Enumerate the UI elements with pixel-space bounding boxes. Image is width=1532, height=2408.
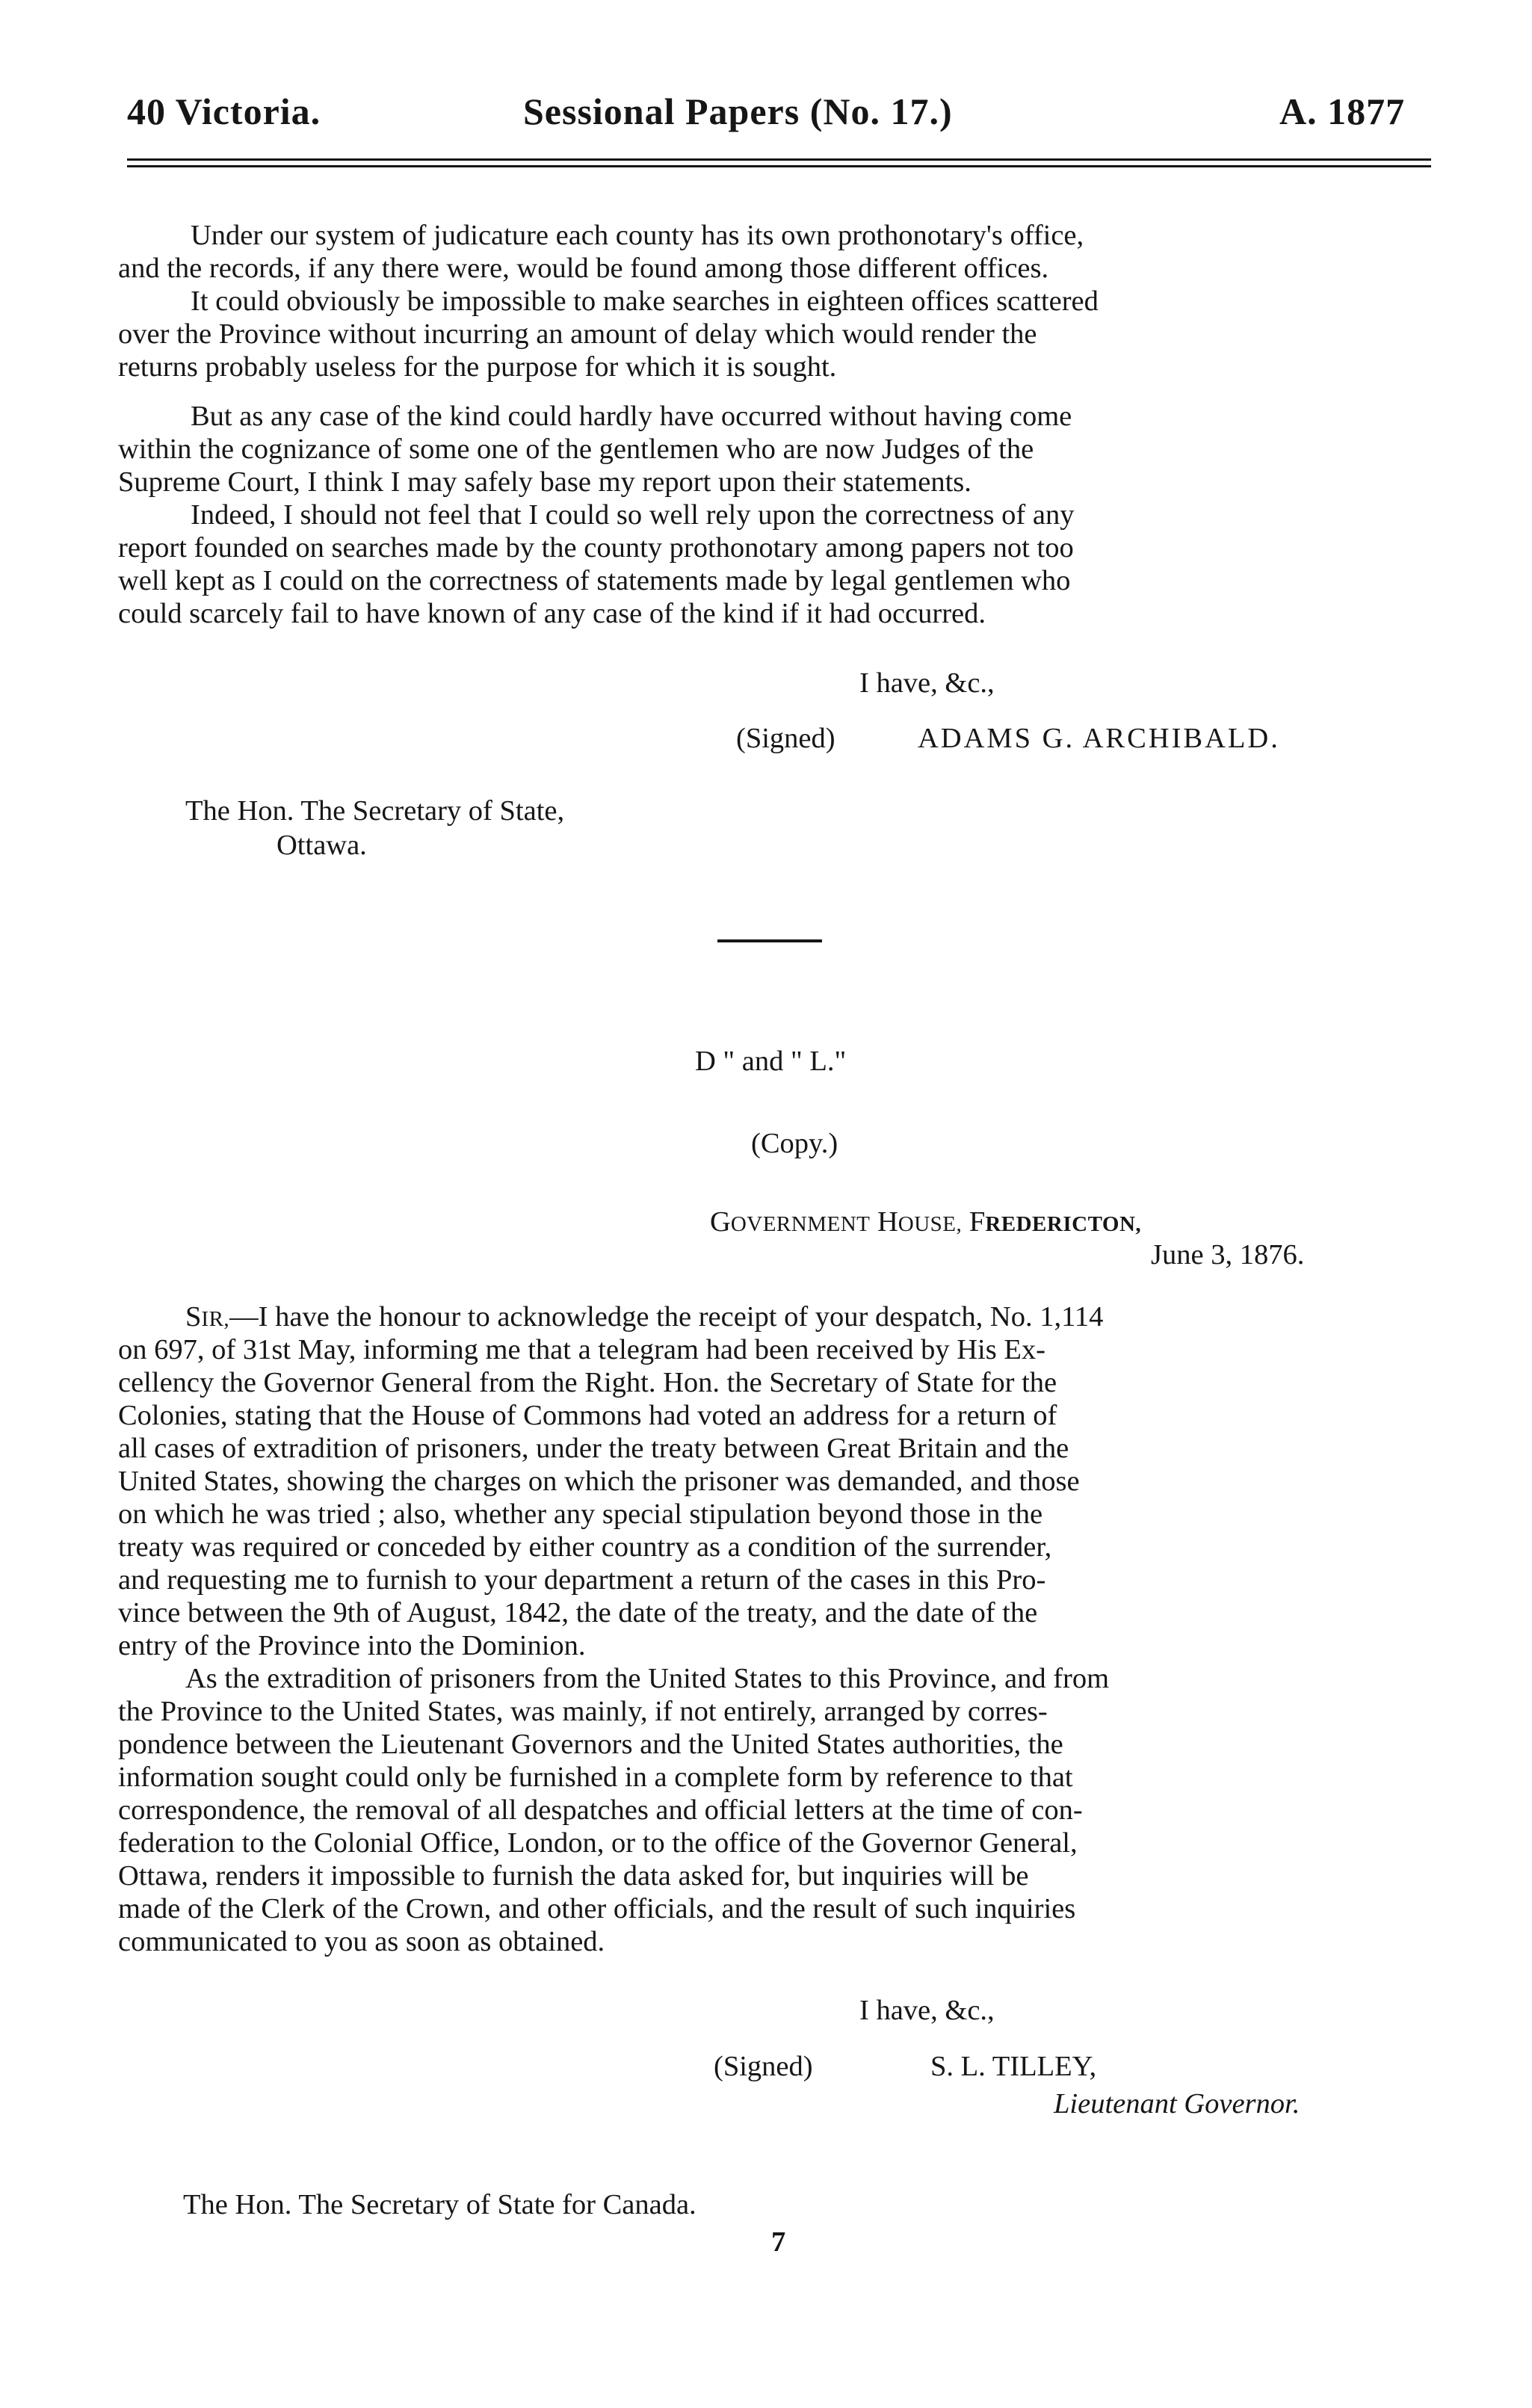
letter2-signed-label: (Signed): [714, 2051, 813, 2082]
letter2-line: treaty was required or conceded by either country as a condition of the surrender,: [118, 1531, 1052, 1563]
letter1-line: Supreme Court, I think I may safely base my report upon their statements.: [118, 466, 972, 498]
letter1-signer: ADAMS G. ARCHIBALD.: [918, 723, 1280, 754]
letter1-closing: I have, &c.,: [859, 667, 995, 699]
letter2-copy: (Copy.): [751, 1128, 838, 1159]
letter2-line: information sought could only be furnished in a complete form by reference to that: [118, 1762, 1073, 1793]
letter2-salutation-line: [185, 1300, 1103, 1333]
letter2-line: the Province to the United States, was mainly, if not entirely, arranged by corres-: [118, 1696, 1048, 1727]
letter2-place: [710, 1205, 1141, 1238]
letter2-date: June 3, 1876.: [1151, 1239, 1305, 1271]
letter1-line: Indeed, I should not feel that I could so well rely upon the correctness of any: [191, 499, 1075, 531]
letter2-line: pondence between the Lieutenant Governors and the United States authorities, the: [118, 1729, 1063, 1760]
place-rest-3: REDERICTON,: [985, 1212, 1142, 1236]
place-initial-2: H: [877, 1206, 898, 1238]
letter1-addressee-line1: The Hon. The Secretary of State,: [185, 795, 565, 827]
letter2-line: As the extradition of prisoners from the United States to this Province, and from: [185, 1663, 1110, 1694]
letter2-line: correspondence, the removal of all despatches and official letters at the time of con-: [118, 1794, 1083, 1826]
section-separator: [717, 939, 822, 942]
place-rest-2: OUSE,: [898, 1212, 963, 1236]
salutation-text: —I have the honour to acknowledge the receipt of your despatch, No. 1,114: [229, 1301, 1104, 1333]
letter2-line: cellency the Governor General from the Right. Hon. the Secretary of State for the: [118, 1367, 1057, 1398]
letter2-line: Colonies, stating that the House of Commons had voted an address for a return of: [118, 1400, 1057, 1431]
letter2-line: Ottawa, renders it impossible to furnish the data asked for, but inquiries will be: [118, 1860, 1029, 1892]
letter1-line: within the cognizance of some one of the gentlemen who are now Judges of the: [118, 433, 1034, 465]
header-session: 40 Victoria.: [127, 90, 321, 132]
letter2-line: made of the Clerk of the Crown, and other officials, and the result of such inquiries: [118, 1893, 1076, 1924]
letter1-addressee-line2: Ottawa.: [277, 830, 367, 861]
salutation-rest: IR,: [201, 1307, 230, 1331]
letter2-line: United States, showing the charges on which the prisoner was demanded, and those: [118, 1466, 1080, 1497]
header-rule-bottom: [127, 165, 1431, 167]
letter2-addressee: The Hon. The Secretary of State for Canada.: [183, 2189, 696, 2220]
letter2-line: communicated to you as soon as obtained.: [118, 1926, 605, 1957]
letter2-signer: S. L. TILLEY,: [930, 2051, 1097, 2082]
letter1-line: It could obviously be impossible to make searches in eighteen offices scattered: [191, 285, 1099, 317]
letter2-signer-title: Lieutenant Governor.: [1054, 2088, 1300, 2120]
page-number: 7: [771, 2226, 786, 2258]
place-initial-1: G: [710, 1206, 731, 1238]
letter1-line: over the Province without incurring an amount of delay which would render the: [118, 318, 1037, 350]
letter1-signed-label: (Signed): [736, 723, 836, 754]
letter2-line: all cases of extradition of prisoners, under the treaty between Great Britain and the: [118, 1433, 1069, 1464]
letter1-line: Under our system of judicature each county has its own prothonotary's office,: [191, 220, 1084, 251]
letter2-line: federation to the Colonial Office, London, or to the office of the Governor General,: [118, 1827, 1078, 1859]
place-initial-3: F: [969, 1206, 986, 1238]
place-rest-1: OVERNMENT: [730, 1212, 871, 1236]
letter1-line: could scarcely fail to have known of any case of the kind if it had occurred.: [118, 598, 986, 629]
salutation-initial: S: [185, 1301, 202, 1333]
header-rule-top: [127, 158, 1431, 161]
letter2-line: entry of the Province into the Dominion.: [118, 1630, 586, 1661]
letter2-heading: D " and " L.": [695, 1046, 847, 1077]
letter1-line: well kept as I could on the correctness of statements made by legal gentlemen who: [118, 565, 1071, 596]
letter1-line: and the records, if any there were, would be found among those different offices.: [118, 253, 1049, 284]
letter1-line: returns probably useless for the purpose for which it is sought.: [118, 351, 837, 383]
letter2-line: vince between the 9th of August, 1842, the date of the treaty, and the date of the: [118, 1597, 1038, 1629]
letter1-line: report founded on searches made by the county prothonotary among papers not too: [118, 532, 1074, 564]
letter2-line: on 697, of 31st May, informing me that a telegram had been received by His Ex-: [118, 1334, 1045, 1365]
letter2-line: on which he was tried ; also, whether any special stipulation beyond those in the: [118, 1498, 1043, 1530]
letter1-line: But as any case of the kind could hardly have occurred without having come: [191, 401, 1072, 432]
header-year: A. 1877: [1279, 90, 1406, 132]
letter2-closing: I have, &c.,: [859, 1995, 995, 2026]
letter2-line: and requesting me to furnish to your department a return of the cases in this Pro-: [118, 1564, 1046, 1596]
header-title: Sessional Papers (No. 17.): [523, 90, 953, 132]
